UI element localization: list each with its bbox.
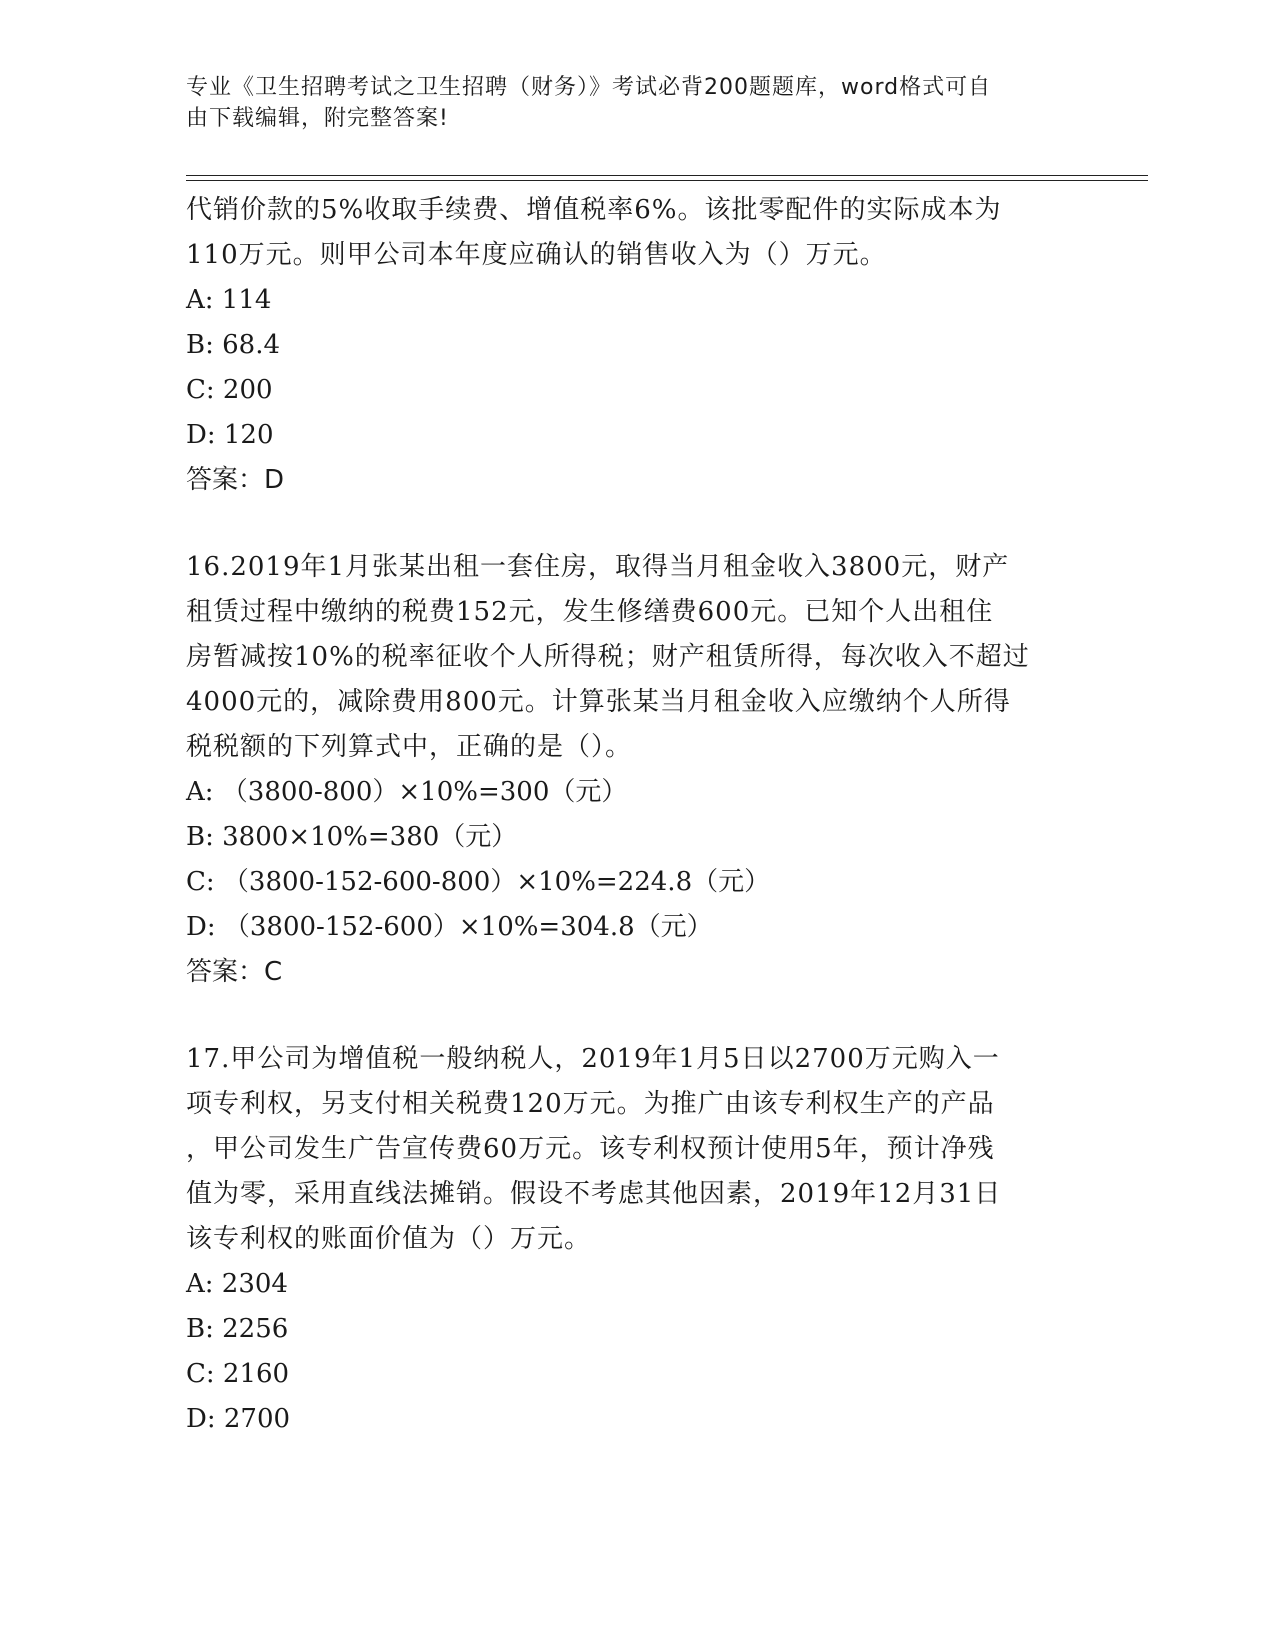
document-header [186,72,1066,134]
question-17-line-5: 该专利权的账面价值为（）万元。 [186,1224,592,1254]
header-line-1: 专业《卫生招聘考试之卫生招聘（财务）》考试必背200题题库，word格式可自 [186,75,992,100]
question-16-line-4: 4000元的，减除费用800元。计算张某当月租金收入应缴纳个人所得 [186,687,1011,717]
question-16-option-a: A: （3800-800）×10%=300（元） [186,777,628,807]
question-17-line-2: 项专利权，另支付相关税费120万元。为推广由该专利权生产的产品 [186,1089,995,1119]
question-15-answer: 答案：D [186,465,285,495]
question-15-line-1: 代销价款的5%收取手续费、增值税率6%。该批零配件的实际成本为 [186,195,1002,225]
question-16-option-c: C: （3800-152-600-800）×10%=224.8（元） [186,867,771,897]
question-16-line-5: 税税额的下列算式中，正确的是（）。 [186,732,633,762]
spacer [186,503,1086,545]
question-17-line-4: 值为零，采用直线法摊销。假设不考虑其他因素，2019年12月31日 [186,1179,1002,1209]
question-15-line-2: 110万元。则甲公司本年度应确认的销售收入为（）万元。 [186,240,887,270]
spacer [186,995,1086,1037]
question-16-answer: 答案：C [186,957,283,987]
question-16-line-2: 租赁过程中缴纳的税费152元，发生修缮费600元。已知个人出租住 [186,597,994,627]
question-16 [186,545,1086,995]
document-body [186,188,1086,1442]
question-17-option-a: A: 2304 [186,1269,288,1299]
question-17-option-d: D: 2700 [186,1404,291,1434]
question-15 [186,188,1086,503]
question-17-line-3: ，甲公司发生广告宣传费60万元。该专利权预计使用5年，预计净残 [186,1134,995,1164]
question-17-option-c: C: 2160 [186,1359,290,1389]
question-16-line-3: 房暂减按10%的税率征收个人所得税；财产租赁所得，每次收入不超过 [186,642,1030,672]
header-line-2: 由下载编辑，附完整答案! [186,106,449,131]
question-17-line-1: 17.甲公司为增值税一般纳税人，2019年1月5日以2700万元购入一 [186,1044,1000,1074]
header-divider-bottom [186,180,1148,181]
question-15-option-b: B: 68.4 [186,330,281,360]
question-15-option-a: A: 114 [186,285,272,315]
question-16-line-1: 16.2019年1月张某出租一套住房，取得当月租金收入3800元，财产 [186,552,1010,582]
header-divider-top [186,175,1148,176]
question-17 [186,1037,1086,1442]
question-16-option-d: D: （3800-152-600）×10%=304.8（元） [186,912,713,942]
question-16-option-b: B: 3800×10%=380（元） [186,822,518,852]
question-15-option-d: D: 120 [186,420,274,450]
question-17-option-b: B: 2256 [186,1314,289,1344]
question-15-option-c: C: 200 [186,375,273,405]
